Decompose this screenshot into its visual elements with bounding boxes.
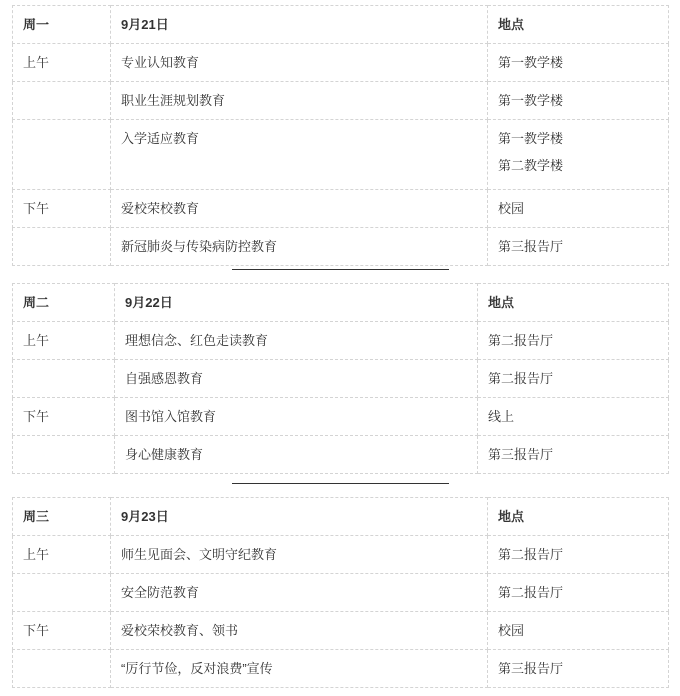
day-header: 周三 <box>13 498 111 536</box>
location-header: 地点 <box>488 498 669 536</box>
table-row <box>13 120 669 190</box>
table-row <box>13 360 669 398</box>
location-cell: 第一教学楼 <box>488 44 669 82</box>
location-cell: 线上 <box>478 398 669 436</box>
location-line: 第一教学楼 <box>498 131 564 146</box>
activity-cell: 专业认知教育 <box>111 44 488 82</box>
activity-cell: 身心健康教育 <box>115 436 478 474</box>
period-cell: 下午 <box>13 612 111 650</box>
location-cell: 第二报告厅 <box>488 536 669 574</box>
table-row <box>13 44 669 82</box>
date-header: 9月22日 <box>115 284 478 322</box>
table-row <box>13 436 669 474</box>
activity-cell: 职业生涯规划教育 <box>111 82 488 120</box>
table-row <box>13 398 669 436</box>
date-header: 9月21日 <box>111 6 488 44</box>
period-cell: 上午 <box>13 44 111 82</box>
table-row <box>13 536 669 574</box>
location-header: 地点 <box>478 284 669 322</box>
period-cell <box>13 650 111 688</box>
table-row <box>13 650 669 688</box>
schedule-table-tuesday <box>12 283 669 474</box>
period-cell <box>13 574 111 612</box>
period-cell: 下午 <box>13 398 115 436</box>
section-divider <box>232 269 449 270</box>
period-cell <box>13 120 111 190</box>
table-header-row <box>13 6 669 44</box>
section-divider <box>232 483 449 484</box>
activity-cell: 入学适应教育 <box>111 120 488 190</box>
location-cell: 第一教学楼 <box>488 82 669 120</box>
table-row <box>13 322 669 360</box>
day-header: 周二 <box>13 284 115 322</box>
table-header-row <box>13 498 669 536</box>
activity-cell: 图书馆入馆教育 <box>115 398 478 436</box>
location-cell: 第二报告厅 <box>488 574 669 612</box>
location-cell <box>488 120 669 190</box>
period-cell <box>13 228 111 266</box>
table-row <box>13 82 669 120</box>
period-cell: 上午 <box>13 322 115 360</box>
location-cell: 校园 <box>488 612 669 650</box>
period-cell: 上午 <box>13 536 111 574</box>
location-cell: 校园 <box>488 190 669 228</box>
location-cell: 第三报告厅 <box>488 650 669 688</box>
period-cell: 下午 <box>13 190 111 228</box>
period-cell <box>13 436 115 474</box>
date-header: 9月23日 <box>111 498 488 536</box>
table-row <box>13 574 669 612</box>
activity-cell: 爱校荣校教育 <box>111 190 488 228</box>
location-cell: 第三报告厅 <box>478 436 669 474</box>
period-cell <box>13 82 111 120</box>
table-header-row <box>13 284 669 322</box>
activity-cell: 爱校荣校教育、领书 <box>111 612 488 650</box>
activity-cell: 师生见面会、文明守纪教育 <box>111 536 488 574</box>
schedule-table-monday <box>12 5 669 266</box>
activity-cell: “厉行节俭，反对浪费”宣传 <box>111 650 488 688</box>
activity-cell: 新冠肺炎与传染病防控教育 <box>111 228 488 266</box>
day-header: 周一 <box>13 6 111 44</box>
location-cell: 第三报告厅 <box>488 228 669 266</box>
schedule-table-wednesday <box>12 497 669 688</box>
table-row <box>13 190 669 228</box>
location-cell: 第二报告厅 <box>478 322 669 360</box>
location-header: 地点 <box>488 6 669 44</box>
table-row <box>13 612 669 650</box>
activity-cell: 理想信念、红色走读教育 <box>115 322 478 360</box>
location-cell: 第二报告厅 <box>478 360 669 398</box>
location-line: 第二教学楼 <box>498 158 564 173</box>
activity-cell: 安全防范教育 <box>111 574 488 612</box>
activity-cell: 自强感恩教育 <box>115 360 478 398</box>
period-cell <box>13 360 115 398</box>
table-row <box>13 228 669 266</box>
